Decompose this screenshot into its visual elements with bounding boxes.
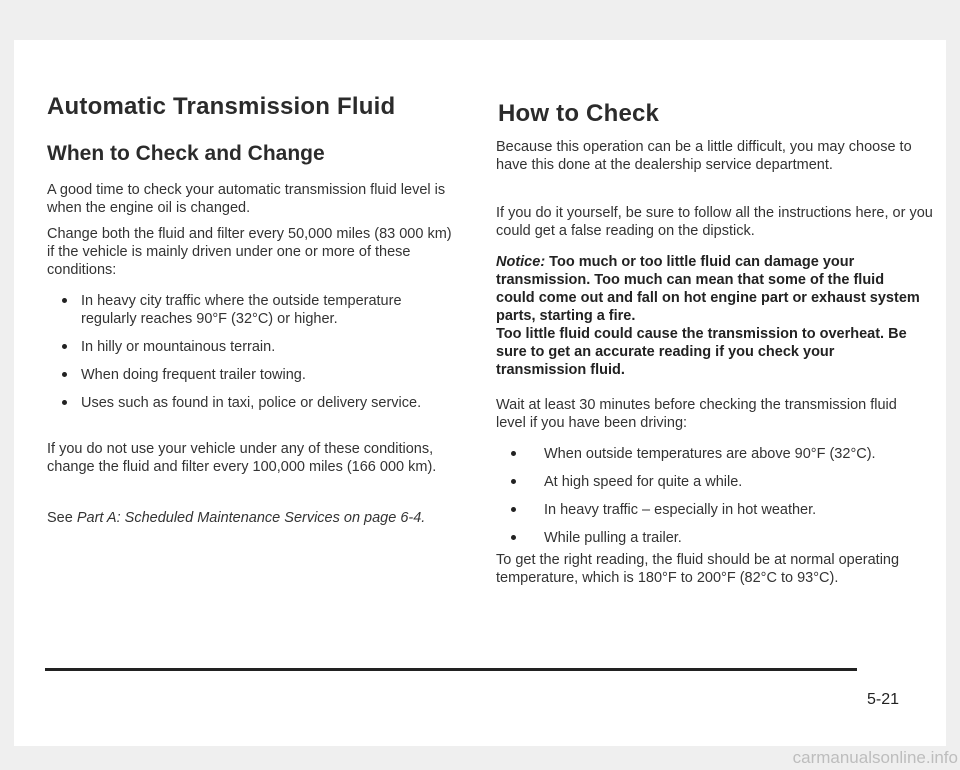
page-number: 5-21: [867, 691, 900, 708]
paragraph-change-interval: Change both the fluid and filter every 50,000 miles (83 000 km) if the vehicle is mainly driven under one or more of these conditions:: [47, 226, 452, 278]
paragraph-operating-temperature: To get the right reading, the fluid should be at normal operating temperature, which is 180°F to 200°F (82°C to 93°C).: [496, 552, 900, 586]
paragraph-wait-time: Wait at least 30 minutes before checking the transmission fluid level if you have been driving:: [496, 397, 897, 431]
manual-page: [14, 40, 946, 746]
list-item: When doing frequent trailer towing.: [47, 366, 457, 384]
notice-block: [496, 253, 926, 379]
list-item: At high speed for quite a while.: [496, 473, 936, 491]
watermark: carmanualsonline.info: [792, 748, 958, 767]
list-item: In heavy traffic – especially in hot weather.: [496, 501, 936, 519]
conditions-list: [47, 292, 457, 412]
section-title: Automatic Transmission Fluid: [47, 93, 396, 120]
driving-conditions-list: [496, 445, 936, 547]
paragraph-see-reference: [47, 509, 427, 527]
notice-text: Too much or too little fluid can damage your transmission. Too much can mean that some of the fluid could come out and fall on hot engine part or exhaust system parts, starting a fire.: [496, 254, 920, 324]
paragraph-instructions: If you do it yourself, be sure to follow all the instructions here, or you could get a false reading on the dipstick.: [496, 205, 933, 239]
notice-label: Notice:: [496, 254, 546, 270]
section-title-how-to-check: How to Check: [498, 100, 660, 127]
list-item: In heavy city traffic where the outside temperature regularly reaches 90°F (32°C) or higher.: [47, 292, 457, 328]
notice-text-2: Too little fluid could cause the transmission to overheat. Be sure to get an accurate reading if you check your transmission fluid.: [496, 326, 907, 378]
footer-rule: [45, 668, 857, 671]
see-prefix: See: [47, 510, 77, 526]
paragraph-normal-interval: If you do not use your vehicle under any of these conditions, change the fluid and filter every 100,000 miles (166 000 km).: [47, 441, 437, 475]
list-item: In hilly or mountainous terrain.: [47, 338, 457, 356]
list-item: When outside temperatures are above 90°F (32°C).: [496, 445, 936, 463]
paragraph-difficulty: Because this operation can be a little difficult, you may choose to have this done at the dealership service department.: [496, 139, 912, 173]
list-item: Uses such as found in taxi, police or delivery service.: [47, 394, 457, 412]
list-item: While pulling a trailer.: [496, 529, 936, 547]
section-subtitle: When to Check and Change: [47, 142, 325, 165]
paragraph-check-time: A good time to check your automatic transmission fluid level is when the engine oil is changed.: [47, 182, 446, 216]
maintenance-reference-link[interactable]: Part A: Scheduled Maintenance Services on page 6-4.: [76, 510, 426, 526]
